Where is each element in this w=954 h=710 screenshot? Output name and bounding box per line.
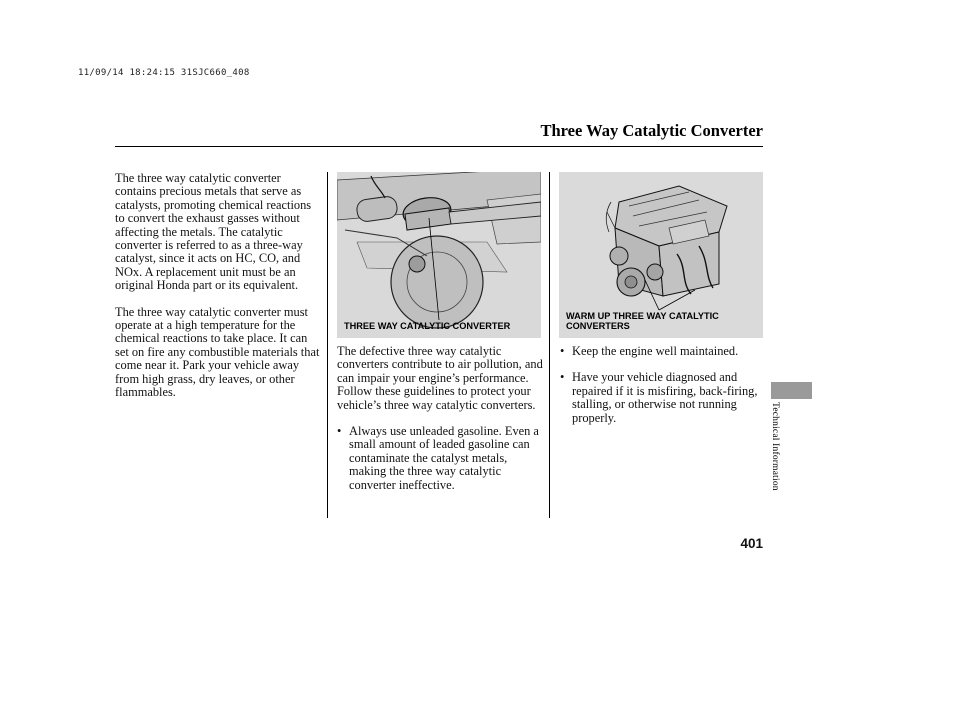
- section-tab-label: Technical Information: [770, 402, 780, 491]
- bullet-icon: •: [337, 424, 342, 439]
- figure-caption-converter: THREE WAY CATALYTIC CONVERTER: [344, 321, 511, 331]
- defective-converter-paragraph: The defective three way catalytic converters contribute to air pollution, and can impair your engine’s performance. Follow these guidelines to protect your vehicle’s three way catalytic converters.: [337, 344, 543, 412]
- list-item: [560, 371, 760, 425]
- converter-figure: [337, 172, 541, 338]
- figure-caption-warmup: WARM UP THREE WAY CATALYTIC CONVERTERS: [566, 311, 719, 331]
- bullet-icon: •: [560, 344, 565, 358]
- exhaust-underbody-illustration: [337, 172, 541, 338]
- list-item: [337, 425, 543, 492]
- page-title: Three Way Catalytic Converter: [540, 121, 763, 140]
- bullet-icon: •: [560, 370, 565, 385]
- middle-column: [337, 345, 543, 492]
- print-stamp: 11/09/14 18:24:15 31SJC660_408: [78, 68, 250, 78]
- list-item: [560, 345, 760, 358]
- column-divider-1: [327, 172, 328, 518]
- engine-figure: [559, 172, 763, 338]
- list-item-text: Always use unleaded gasoline. Even a small amount of leaded gasoline can contaminate the catalyst metals, making the three way catalytic converter ineffective.: [349, 424, 539, 492]
- list-item-text: Have your vehicle diagnosed and repaired if it is misfiring, back-firing, stalling, or otherwise not running properly.: [572, 370, 758, 425]
- section-tab: [771, 382, 812, 399]
- title-rule: [115, 146, 763, 147]
- intro-paragraph: The three way catalytic converter contains precious metals that serve as catalysts, promoting chemical reactions to convert the exhaust gasses without affecting the metals. The catalytic converter is referred to as a three-way catalyst, since it acts on HC, CO, and NOx. A replacement unit must be an original Honda part or its equivalent.: [115, 171, 312, 293]
- page-number: 401: [740, 536, 763, 551]
- right-column: [560, 345, 760, 425]
- list-item-text: Keep the engine well maintained.: [572, 344, 739, 358]
- heat-warning-paragraph: The three way catalytic converter must operate at a high temperature for the chemical reactions to take place. It can set on fire any combustible materials that come near it. Park your vehicle away from high grass, dry leaves, or other flammables.: [115, 304, 320, 400]
- left-column: [115, 172, 321, 400]
- column-divider-2: [549, 172, 550, 518]
